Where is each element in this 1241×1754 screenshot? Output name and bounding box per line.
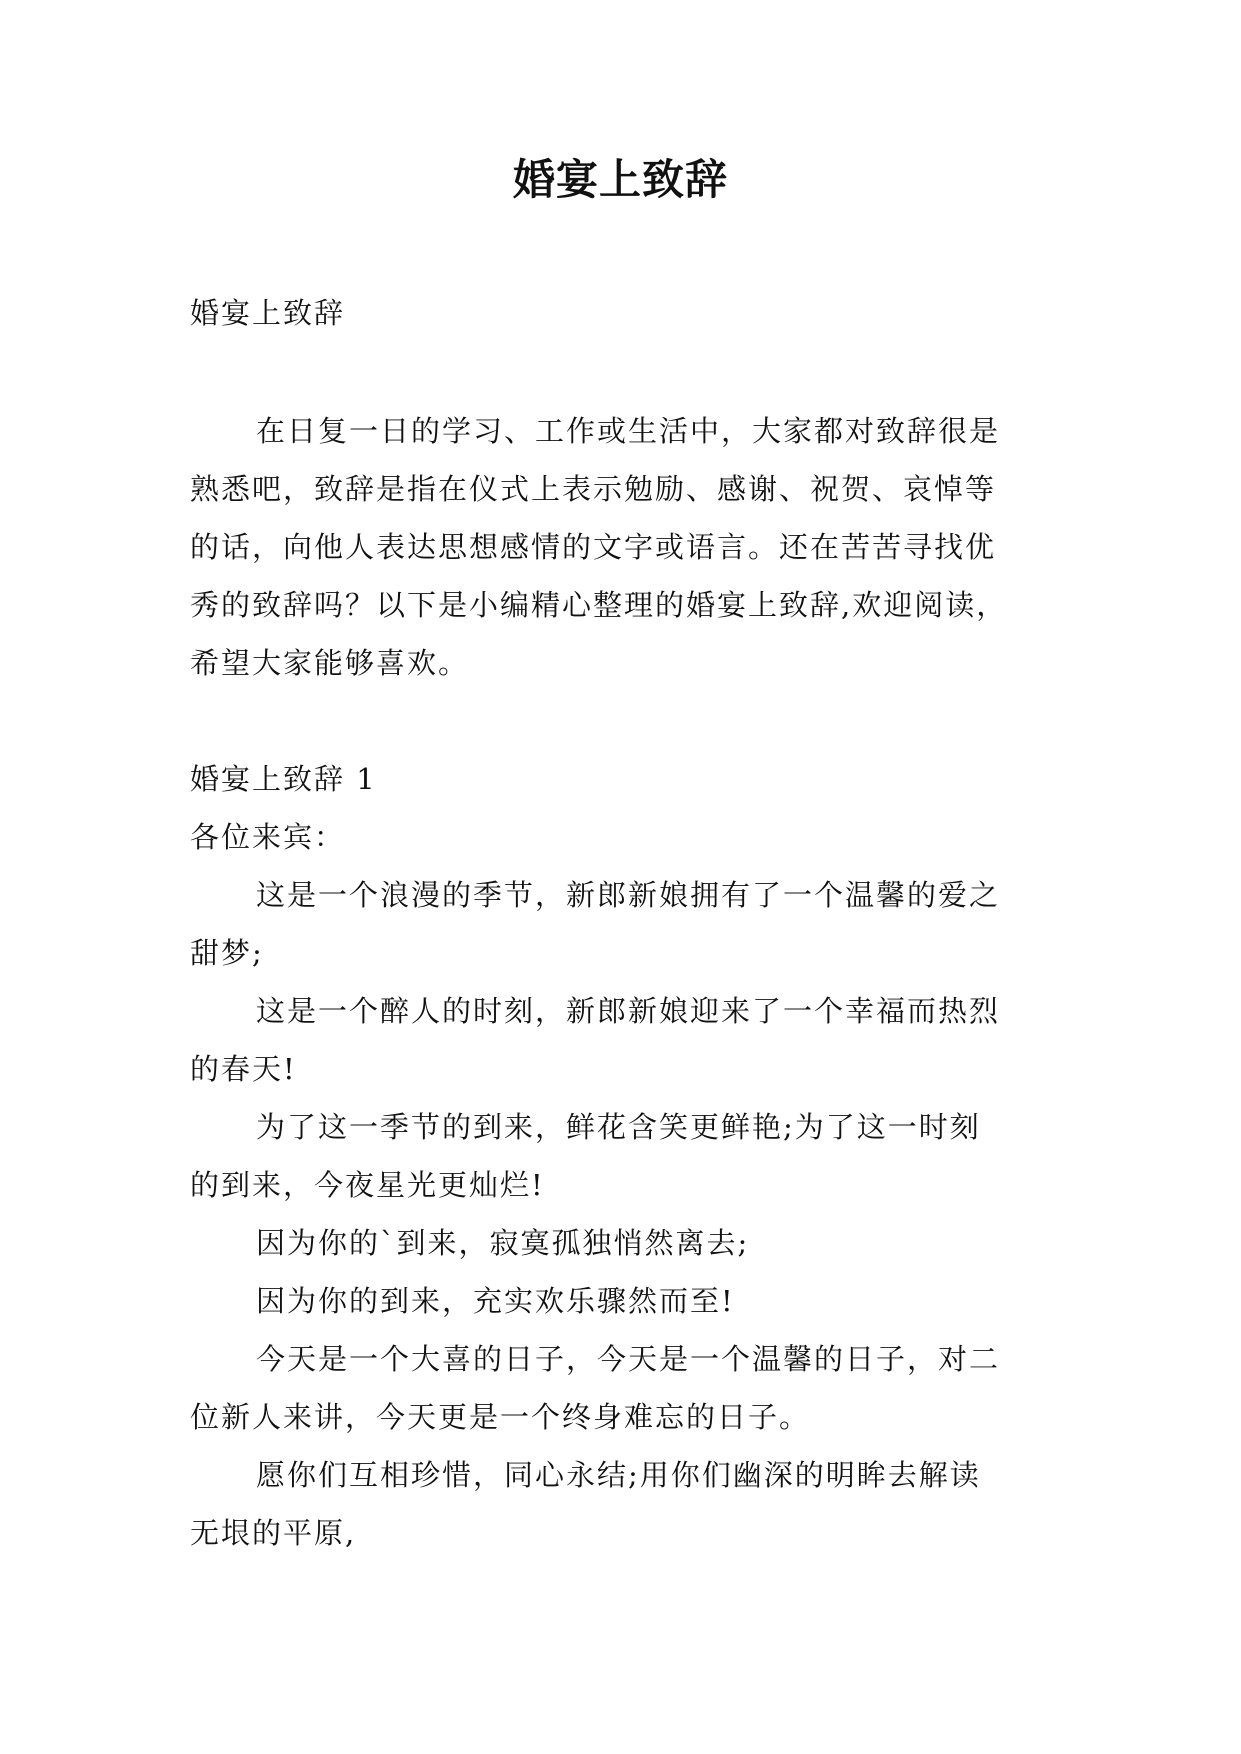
speech-line: 甜梦; — [190, 936, 264, 970]
intro-line: 的话，向他人表达思想感情的文字或语言。还在苦苦寻找优 — [190, 530, 997, 564]
speech-line: 今天是一个大喜的日子，今天是一个温馨的日子，对二 — [256, 1342, 1001, 1376]
document-subtitle — [190, 284, 1052, 342]
speech-line: 这是一个醉人的时刻，新郎新娘迎来了一个幸福而热烈 — [256, 994, 1001, 1028]
section-heading: 婚宴上致辞 1 — [190, 762, 377, 796]
speech-line: 这是一个浪漫的季节，新郎新娘拥有了一个温馨的爱之 — [256, 878, 1001, 912]
speech-line: 为了这一季节的到来，鲜花含笑更鲜艳;为了这一时刻 — [256, 1110, 981, 1144]
speech-line: 的春天! — [190, 1052, 297, 1086]
salutation: 各位来宾： — [190, 820, 346, 854]
speech-line: 位新人来讲，今天更是一个终身难忘的日子。 — [190, 1400, 811, 1434]
intro-line: 秀的致辞吗？以下是小编精心整理的婚宴上致辞,欢迎阅读， — [190, 588, 1008, 622]
speech-line: 的到来，今夜星光更灿烂! — [190, 1168, 545, 1202]
speech-line: 愿你们互相珍惜，同心永结;用你们幽深的明眸去解读 — [256, 1458, 981, 1492]
speech-section-1 — [190, 750, 1052, 1562]
document-title: 婚宴上致辞 — [512, 155, 728, 204]
speech-line: 因为你的到来，充实欢乐骤然而至! — [256, 1284, 735, 1318]
speech-line: 无垠的平原, — [190, 1516, 357, 1550]
intro-line: 熟悉吧，致辞是指在仪式上表示勉励、感谢、祝贺、哀悼等 — [190, 472, 997, 506]
subtitle-text: 婚宴上致辞 — [190, 296, 346, 330]
speech-line: 因为你的`到来，寂寞孤独悄然离去; — [256, 1226, 750, 1260]
intro-line: 希望大家能够喜欢。 — [190, 646, 470, 680]
intro-line: 在日复一日的学习、工作或生活中，大家都对致辞很是 — [256, 414, 1001, 448]
intro-paragraph — [190, 402, 1052, 692]
